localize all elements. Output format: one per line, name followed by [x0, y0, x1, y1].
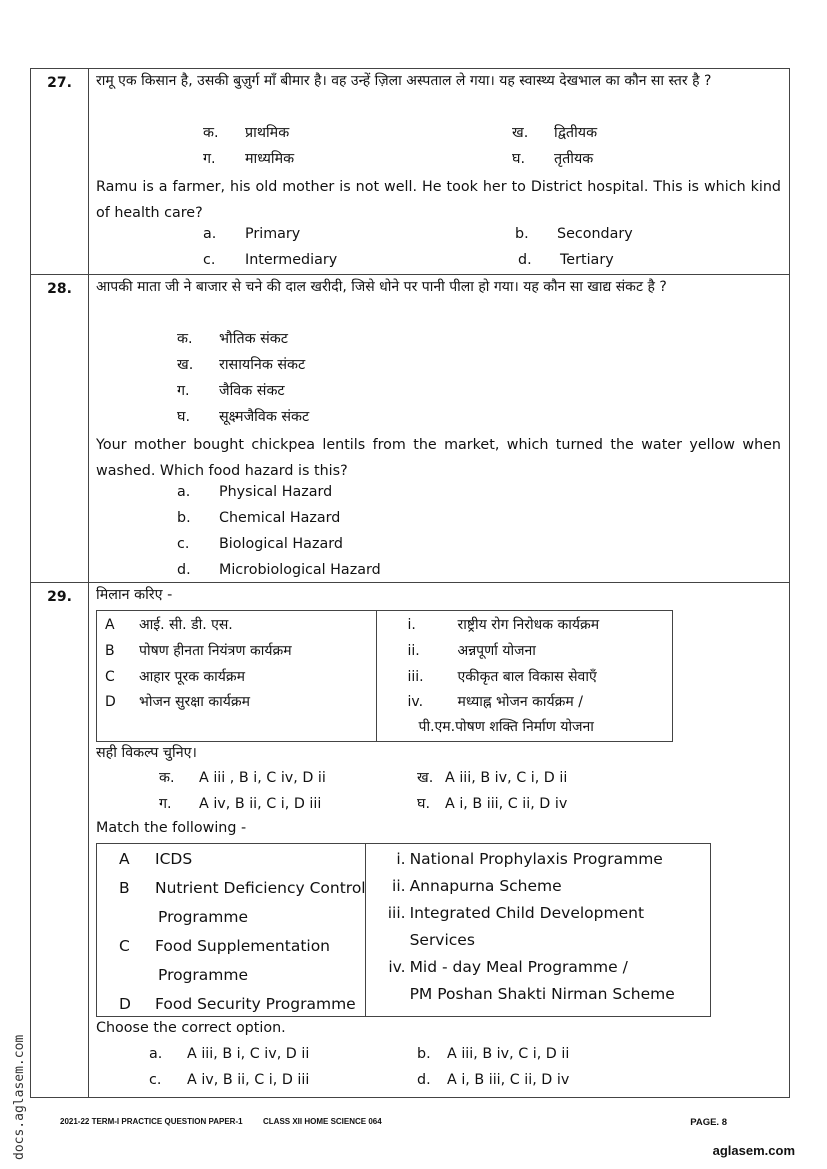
match-right-item: Services [409, 931, 475, 949]
brand-watermark: aglasem.com [712, 1143, 795, 1158]
option-ka: क. भौतिक संकट [177, 331, 288, 347]
question-number: 28. [47, 281, 72, 297]
footer-page-number: PAGE. 8 [690, 1117, 727, 1128]
question-28 [31, 275, 789, 583]
match-right-item: iii. एकीकृत बाल विकास सेवाएँ [407, 669, 597, 685]
option-c: c. A iv, B ii, C i, D iii [149, 1072, 310, 1088]
question-number: 29. [47, 589, 72, 605]
option-ga: ग. A iv, B ii, C i, D iii [159, 796, 322, 812]
option-b: b. Secondary [515, 226, 633, 242]
match-left-item: Programme [158, 908, 249, 926]
match-left-column [97, 844, 366, 1017]
question-27 [31, 69, 789, 275]
question-text-english: Your mother bought chickpea lentils from the market, which turned the water yellow when washed. Which food hazard is this? [96, 437, 781, 479]
option-gha: घ. A i, B iii, C ii, D iv [417, 796, 568, 812]
option-b: b. A iii, B iv, C i, D ii [417, 1046, 570, 1062]
match-right-item: iv. मध्याह्न भोजन कार्यक्रम / [407, 694, 583, 710]
match-right-item: पी.एम.पोषण शक्ति निर्माण योजना [418, 719, 594, 735]
option-gha: घ. सूक्ष्मजैविक संकट [177, 409, 310, 425]
option-ga: ग. माध्यमिक [203, 151, 295, 167]
footer-class-subject: CLASS XII HOME SCIENCE 064 [263, 1117, 382, 1126]
question-29 [31, 583, 789, 1097]
question-text-hindi: आपकी माता जी ने बाजार से चने की दाल खरीदी, जिसे धोने पर पानी पीला हो गया। यह कौन सा खाद्य संकट है ? [96, 279, 667, 295]
match-right-item: i. राष्ट्रीय रोग निरोधक कार्यक्रम [407, 617, 600, 633]
option-ka: क. प्राथमिक [203, 125, 290, 141]
question-text-english: Ramu is a farmer, his old mother is not well. He took her to District hospital. This is which kind of health care? [96, 179, 781, 221]
question-sheet [30, 68, 790, 1098]
match-table-hindi [96, 610, 673, 742]
match-left-item: A आई. सी. डी. एस. [105, 617, 233, 633]
option-d: d. Tertiary [518, 252, 614, 268]
match-heading-hindi: मिलान करिए - [96, 587, 173, 603]
match-left-item: A ICDS [119, 850, 193, 868]
match-left-item: D Food Security Programme [119, 995, 356, 1013]
option-d: d. A i, B iii, C ii, D iv [417, 1072, 570, 1088]
option-a: a. Primary [203, 226, 301, 242]
option-c: c. Biological Hazard [177, 536, 343, 552]
match-right-item: ii. अन्नपूर्णा योजना [407, 643, 536, 659]
footer-paper-title: 2021-22 TERM-I PRACTICE QUESTION PAPER-1 [60, 1117, 243, 1126]
match-left-item: B पोषण हीनता नियंत्रण कार्यक्रम [105, 643, 292, 659]
question-number: 27. [47, 75, 72, 91]
match-right-item: iv. Mid - day Meal Programme / [388, 958, 628, 976]
choose-heading-english: Choose the correct option. [96, 1020, 286, 1036]
match-left-item: Programme [158, 966, 249, 984]
match-left-item: B Nutrient Deficiency Control [119, 879, 366, 897]
match-left-item: C Food Supplementation [119, 937, 331, 955]
match-heading-english: Match the following - [96, 820, 247, 836]
match-right-item: ii. Annapurna Scheme [392, 877, 562, 895]
option-ka: क. A iii , B i, C iv, D ii [159, 770, 326, 786]
choose-heading-hindi: सही विकल्प चुनिए। [96, 745, 197, 761]
match-left-column [97, 611, 377, 742]
match-right-column [376, 611, 673, 742]
match-table-english [96, 843, 711, 1017]
option-gha: घ. तृतीयक [512, 151, 594, 167]
match-left-item: C आहार पूरक कार्यक्रम [105, 669, 246, 685]
match-left-item: D भोजन सुरक्षा कार्यक्रम [105, 694, 251, 710]
option-d: d. Microbiological Hazard [177, 562, 381, 578]
option-kha: ख. द्वितीयक [512, 125, 598, 141]
option-b: b. Chemical Hazard [177, 510, 341, 526]
match-right-item: iii. Integrated Child Development [387, 904, 645, 922]
match-right-item: i. National Prophylaxis Programme [396, 850, 663, 868]
option-c: c. Intermediary [203, 252, 338, 268]
side-watermark: docs.aglasem.com [12, 1034, 27, 1160]
option-a: a. A iii, B i, C iv, D ii [149, 1046, 310, 1062]
option-ga: ग. जैविक संकट [177, 383, 285, 399]
match-right-item: PM Poshan Shakti Nirman Scheme [409, 985, 675, 1003]
match-right-column [365, 844, 710, 1017]
option-kha: ख. रासायनिक संकट [177, 357, 306, 373]
question-text-hindi: रामू एक किसान है, उसकी बुज़ुर्ग माँ बीमार है। वह उन्हें ज़िला अस्पताल ले गया। यह स्वास्थ्य देखभाल का कौन सा स्तर है ? [96, 73, 712, 89]
option-a: a. Physical Hazard [177, 484, 333, 500]
option-kha: ख. A iii, B iv, C i, D ii [417, 770, 568, 786]
